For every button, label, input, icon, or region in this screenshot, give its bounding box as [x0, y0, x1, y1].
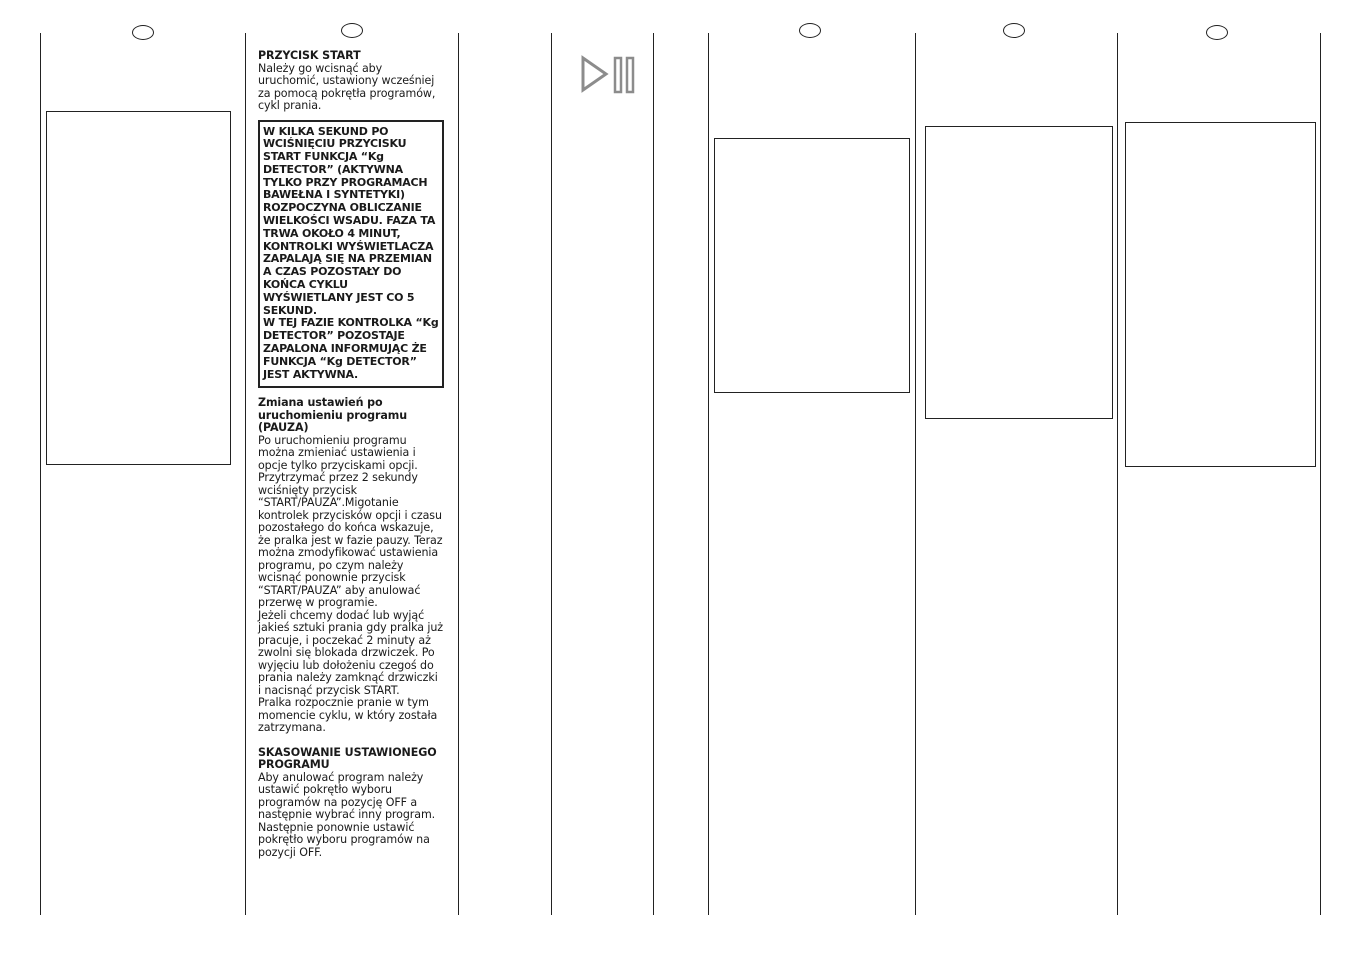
pause-paragraph: Jeżeli chcemy dodać lub wyjąć jakieś sztuki prania gdy pralka już pracuje, i poczekać 2 minuty aż zwolni się blokada drzwiczek. Po wyjęciu lub dołożeniu czegoś do prania należy zamknąć drzwiczki i nacisnąć przycisk START.: [258, 608, 444, 697]
pause-paragraph: Po uruchomieniu programu można zmieniać ustawienia i opcje tylko przyciskami opcji. Przytrzymać przez 2 sekundy wciśnięty przycisk “START/PAUZA”.Migotanie kontrolek przycisków opcji i czasu pozostałego do końca wskazuje, że pralka jest w fazie pauzy. Teraz można zmodyfikować ustawienia programu, po czym należy wcisnąć ponownie przycisk “START/PAUZA” aby anulować przerwę w programie.: [258, 433, 443, 610]
column-divider: [551, 33, 552, 915]
section-title: PRZYCISK START: [258, 49, 361, 62]
reset-paragraph: Aby anulować program należy ustawić pokrętło wyboru programów na pozycję OFF a następnie wybrać inny program.: [258, 770, 436, 822]
column-divider: [708, 33, 709, 915]
reset-paragraph: Następnie ponownie ustawić pokrętło wyboru programów na pozycji OFF.: [258, 820, 430, 859]
empty-frame-box: [46, 111, 231, 465]
column-divider: [458, 33, 459, 915]
column-divider: [1117, 33, 1118, 915]
pause-heading: Zmiana ustawień po uruchomieniu programu (PAUZA): [258, 396, 407, 435]
language-marker-circle: [132, 25, 154, 40]
kg-detector-warning-box: [258, 120, 444, 389]
reset-heading: SKASOWANIE USTAWIONEGO PROGRAMU: [258, 745, 437, 772]
empty-frame-box: [1125, 122, 1316, 467]
pause-paragraph: Pralka rozpocznie pranie w tym momencie cyklu, w który została zatrzymana.: [258, 696, 438, 735]
intro-paragraph: Należy go wcisnąć aby uruchomić, ustawiony wcześniej za pomocą pokrętła programów, cykl prania.: [258, 61, 436, 112]
start-button-section: [258, 50, 444, 859]
column-divider: [245, 33, 246, 915]
column-divider: [915, 33, 916, 915]
play-pause-icon: [579, 55, 639, 99]
warning-paragraph: W TEJ FAZIE KONTROLKA “Kg DETECTOR” POZOSTAJE ZAPALONA INFORMUJĄC ŻE FUNKCJA “Kg DETECTOR” JEST AKTYWNA.: [263, 316, 439, 381]
language-marker-circle: [1003, 23, 1025, 38]
column-divider: [653, 33, 654, 915]
language-marker-circle: [341, 23, 363, 38]
empty-frame-box: [925, 126, 1113, 419]
language-marker-circle: [799, 23, 821, 38]
column-divider: [1320, 33, 1321, 915]
empty-frame-box: [714, 138, 910, 393]
column-divider: [40, 33, 41, 915]
warning-paragraph: W KILKA SEKUND PO WCIŚNIĘCIU PRZYCISKU START FUNKCJA “Kg DETECTOR” (AKTYWNA TYLKO PRZY PROGRAMACH BAWEŁNA I SYNTETYKI) ROZPOCZYNA OBLICZANIE WIELKOŚCI WSADU. FAZA TA TRWA OKOŁO 4 MINUT, KONTROLKI WYŚWIETLACZA ZAPALAJĄ SIĘ NA PRZEMIAN A CZAS POZOSTAŁY DO KOŃCA CYKLU WYŚWIETLANY JEST CO 5 SEKUND.: [263, 124, 436, 317]
language-marker-circle: [1206, 25, 1228, 40]
